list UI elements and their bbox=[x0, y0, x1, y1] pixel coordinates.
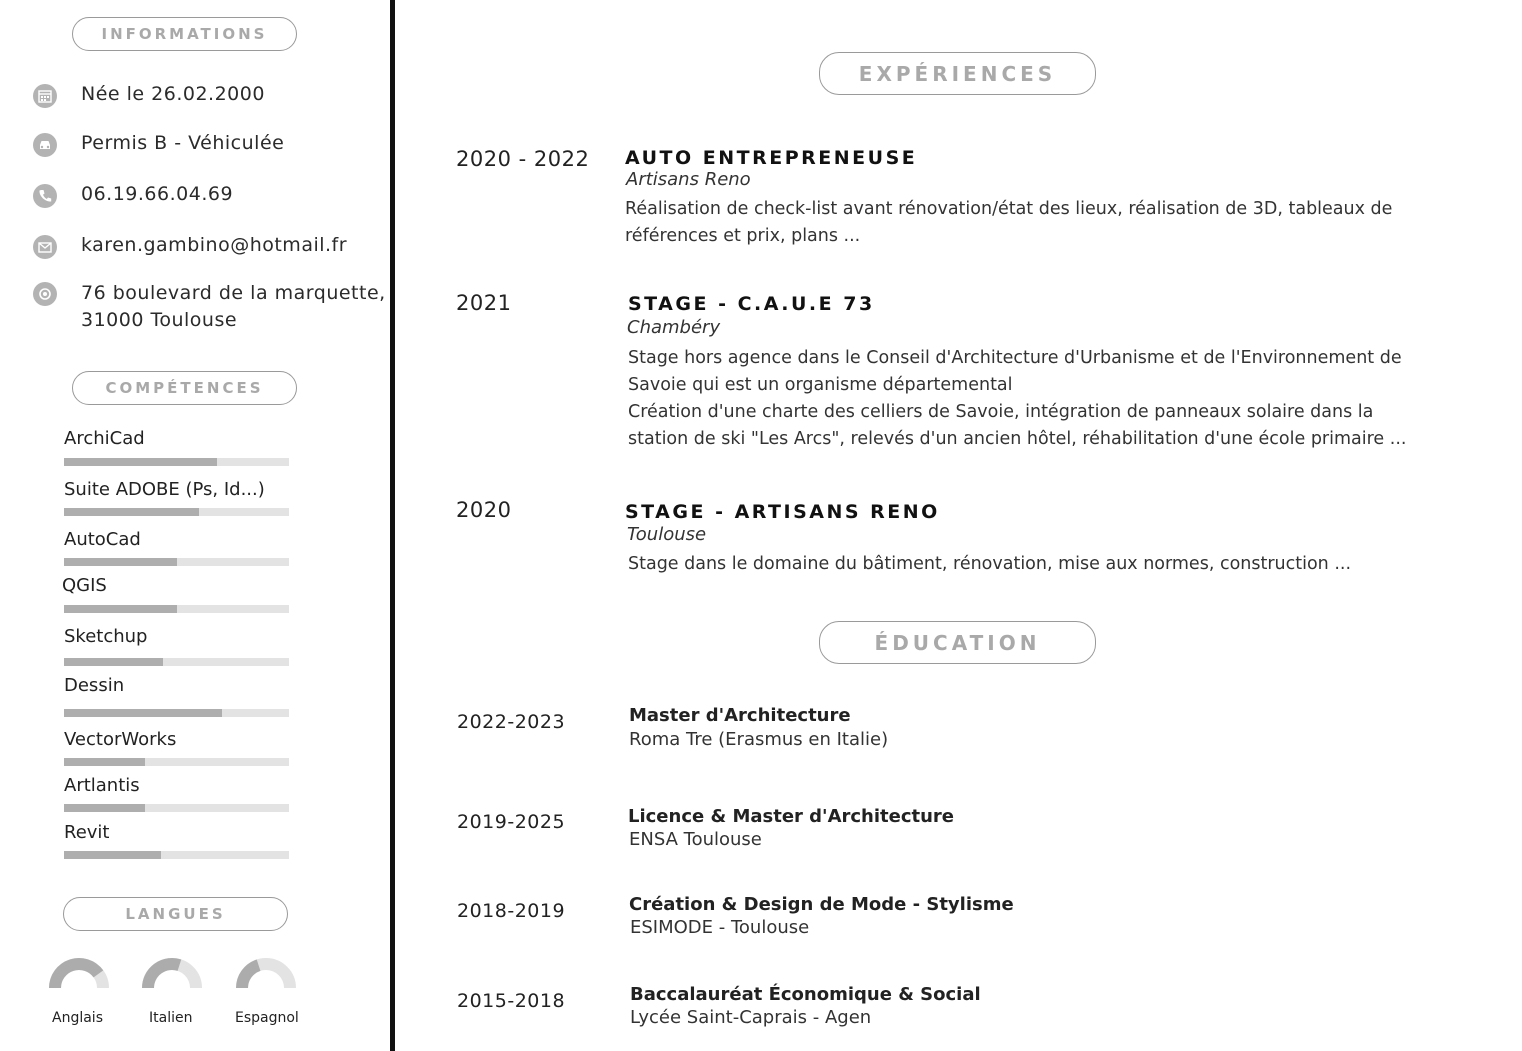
education-years: 2022-2023 bbox=[457, 711, 566, 733]
skill-bar bbox=[64, 605, 289, 613]
experience-place: Artisans Reno bbox=[626, 169, 751, 190]
description-line: Stage hors agence dans le Conseil d'Architecture d'Urbanisme et de l'Environnement de bbox=[628, 348, 1402, 368]
skill-label: Revit bbox=[64, 822, 110, 843]
skill-label: Artlantis bbox=[64, 775, 140, 796]
education-years: 2019-2025 bbox=[457, 811, 566, 833]
education-years: 2015-2018 bbox=[457, 990, 566, 1012]
experience-title: STAGE - C.A.U.E 73 bbox=[628, 293, 875, 315]
skill-bar bbox=[64, 658, 289, 666]
skill-label: Dessin bbox=[64, 675, 125, 696]
experience-description bbox=[628, 551, 1458, 578]
informations-heading-label: INFORMATIONS bbox=[101, 25, 268, 43]
skill-bar-fill bbox=[64, 658, 163, 666]
experience-description bbox=[628, 345, 1458, 453]
language-gauge-fill bbox=[242, 965, 259, 988]
experience-title: AUTO ENTREPRENEUSE bbox=[625, 147, 918, 169]
langues-heading bbox=[63, 897, 288, 931]
education-school: Roma Tre (Erasmus en Italie) bbox=[629, 729, 889, 750]
description-line: station de ski "Les Arcs", relevés d'un ancien hôtel, réhabilitation d'une école primaire ... bbox=[628, 429, 1407, 449]
experience-years: 2020 - 2022 bbox=[456, 147, 590, 171]
experiences-heading-label: EXPÉRIENCES bbox=[858, 61, 1057, 86]
skill-bar-fill bbox=[64, 558, 177, 566]
informations-heading bbox=[72, 17, 297, 51]
skill-bar-fill bbox=[64, 804, 145, 812]
competences-heading-label: COMPÉTENCES bbox=[105, 379, 264, 397]
skill-bar-fill bbox=[64, 758, 145, 766]
skill-bar-fill bbox=[64, 605, 177, 613]
skill-bar-fill bbox=[64, 508, 199, 516]
skill-label: VectorWorks bbox=[64, 729, 177, 750]
skill-bar bbox=[64, 804, 289, 812]
education-heading-label: ÉDUCATION bbox=[874, 630, 1041, 655]
skill-bar-fill bbox=[64, 851, 161, 859]
skill-bar-fill bbox=[64, 709, 222, 717]
competences-heading bbox=[72, 371, 297, 405]
description-line: Création d'une charte des celliers de Savoie, intégration de panneaux solaire dans la bbox=[628, 402, 1374, 422]
postal-address bbox=[81, 280, 386, 334]
description-line: références et prix, plans ... bbox=[625, 226, 861, 246]
calendar-icon bbox=[33, 84, 57, 108]
address-line-1: 76 boulevard de la marquette, bbox=[81, 282, 386, 304]
phone-icon bbox=[33, 184, 57, 208]
education-school: ESIMODE - Toulouse bbox=[630, 917, 810, 938]
car-icon bbox=[33, 133, 57, 157]
experience-years: 2021 bbox=[456, 291, 512, 315]
education-title: Master d'Architecture bbox=[629, 705, 851, 726]
experience-description bbox=[625, 196, 1455, 250]
education-title: Licence & Master d'Architecture bbox=[628, 806, 955, 827]
description-line: Réalisation de check-list avant rénovation/état des lieux, réalisation de 3D, tableaux de bbox=[625, 199, 1393, 219]
education-school: ENSA Toulouse bbox=[629, 829, 762, 850]
skill-bar bbox=[64, 709, 289, 717]
experience-place: Chambéry bbox=[627, 317, 721, 338]
address-line-2: 31000 Toulouse bbox=[81, 309, 238, 331]
experience-title: STAGE - ARTISANS RENO bbox=[625, 501, 940, 523]
language-label: Espagnol bbox=[235, 1010, 299, 1026]
education-years: 2018-2019 bbox=[457, 900, 566, 922]
education-heading bbox=[819, 621, 1096, 664]
langues-heading-label: LANGUES bbox=[125, 905, 226, 923]
skill-bar bbox=[64, 851, 289, 859]
skill-bar-fill bbox=[64, 458, 217, 466]
education-title: Création & Design de Mode - Stylisme bbox=[629, 894, 1014, 915]
skill-bar bbox=[64, 508, 289, 516]
skill-bar bbox=[64, 758, 289, 766]
language-gauge-fill bbox=[55, 964, 98, 988]
skill-label: Sketchup bbox=[64, 626, 148, 647]
vertical-divider bbox=[390, 0, 395, 1051]
skill-label: ArchiCad bbox=[64, 428, 145, 449]
mail-icon bbox=[33, 235, 57, 259]
email-address: karen.gambino@hotmail.fr bbox=[81, 234, 348, 256]
language-label: Italien bbox=[149, 1010, 193, 1026]
language-label: Anglais bbox=[52, 1010, 103, 1026]
language-gauge-fill bbox=[148, 964, 179, 988]
experience-years: 2020 bbox=[456, 498, 512, 522]
education-title: Baccalauréat Économique & Social bbox=[630, 984, 981, 1005]
skill-label: Suite ADOBE (Ps, Id...) bbox=[64, 479, 265, 500]
language-gauge bbox=[48, 955, 110, 989]
language-gauge bbox=[235, 955, 297, 989]
experiences-heading bbox=[819, 52, 1096, 95]
language-gauge bbox=[141, 955, 203, 989]
birth-date: Née le 26.02.2000 bbox=[81, 83, 265, 105]
skill-label: AutoCad bbox=[64, 529, 141, 550]
location-icon bbox=[33, 282, 57, 306]
experience-place: Toulouse bbox=[627, 524, 707, 545]
description-line: Savoie qui est un organisme départemental bbox=[628, 375, 1013, 395]
phone-number: 06.19.66.04.69 bbox=[81, 183, 234, 205]
skill-bar bbox=[64, 558, 289, 566]
skill-bar bbox=[64, 458, 289, 466]
education-school: Lycée Saint-Caprais - Agen bbox=[630, 1007, 872, 1028]
description-line: Stage dans le domaine du bâtiment, rénovation, mise aux normes, construction ... bbox=[628, 554, 1352, 574]
driving-license: Permis B - Véhiculée bbox=[81, 132, 285, 154]
skill-label: QGIS bbox=[62, 575, 107, 596]
